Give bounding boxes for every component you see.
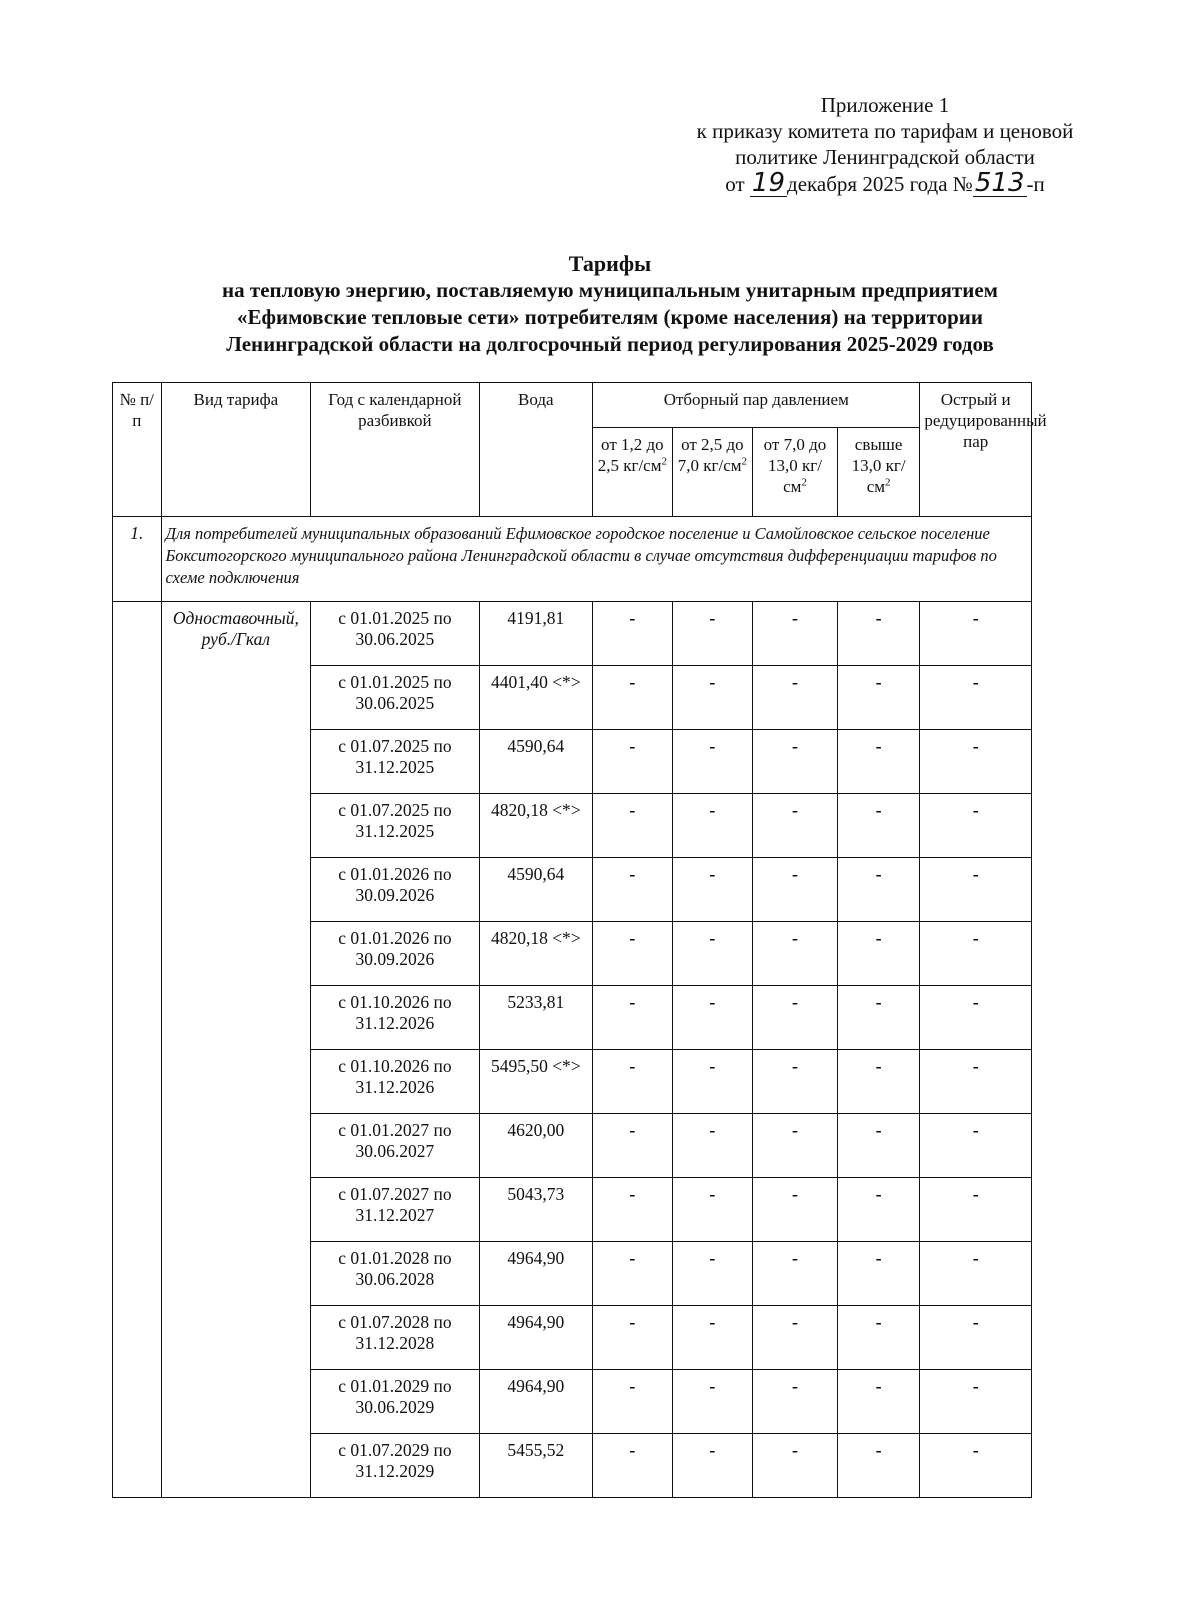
dash-cell: - (837, 794, 920, 858)
annex-line-1: Приложение 1 (820, 93, 950, 117)
water-tariff-cell: 5495,50 <*> (479, 1050, 593, 1114)
dash-cell: - (920, 922, 1032, 986)
water-tariff-cell: 5043,73 (479, 1178, 593, 1242)
annex-line-2: к приказу комитета по тарифам и ценовой (696, 119, 1074, 143)
section-number: 1. (113, 517, 162, 602)
dash-cell: - (920, 858, 1032, 922)
header-steam-group: Отборный пар давлением (593, 383, 920, 428)
dash-cell: - (920, 1370, 1032, 1434)
dash-cell: - (837, 1242, 920, 1306)
dash-cell: - (920, 986, 1032, 1050)
dash-cell: - (920, 1242, 1032, 1306)
header-steam-1: от 1,2 до 2,5 $кг/см^2$ (593, 428, 673, 517)
annex-date-prefix: от (725, 172, 745, 196)
dash-cell: - (672, 1178, 753, 1242)
tariff-kind-cell: Одноставочный, руб./Гкал (161, 602, 311, 1498)
dash-cell: - (837, 1370, 920, 1434)
dash-cell: - (753, 1370, 838, 1434)
header-water: Вода (479, 383, 593, 517)
document-title (130, 250, 1090, 358)
dash-cell: - (593, 602, 673, 666)
dash-cell: - (837, 730, 920, 794)
dash-cell: - (920, 666, 1032, 730)
row-number-cell (113, 602, 162, 1498)
dash-cell: - (837, 666, 920, 730)
dash-cell: - (920, 1114, 1032, 1178)
dash-cell: - (753, 730, 838, 794)
dash-cell: - (593, 1114, 673, 1178)
water-tariff-cell: 4590,64 (479, 730, 593, 794)
header-year: Год с календарной разбивкой (311, 383, 479, 517)
dash-cell: - (920, 1178, 1032, 1242)
dash-cell: - (753, 1050, 838, 1114)
dash-cell: - (672, 858, 753, 922)
header-steam-3: от 7,0 до 13,0 $кг/см^2$ (753, 428, 838, 517)
table-row (113, 602, 1032, 666)
dash-cell: - (593, 1434, 673, 1498)
dash-cell: - (837, 602, 920, 666)
period-cell: с 01.01.2028 по 30.06.2028 (311, 1242, 479, 1306)
dash-cell: - (920, 1306, 1032, 1370)
dash-cell: - (920, 730, 1032, 794)
dash-cell: - (593, 1242, 673, 1306)
period-cell: с 01.07.2025 по 31.12.2025 (311, 730, 479, 794)
annex-line-4 (640, 170, 1130, 197)
dash-cell: - (753, 1114, 838, 1178)
dash-cell: - (837, 1114, 920, 1178)
dash-cell: - (837, 986, 920, 1050)
water-tariff-cell: 4590,64 (479, 858, 593, 922)
water-tariff-cell: 4964,90 (479, 1306, 593, 1370)
dash-cell: - (593, 730, 673, 794)
dash-cell: - (593, 922, 673, 986)
dash-cell: - (837, 1178, 920, 1242)
section-description: Для потребителей муниципальных образований Ефимовское городское поселение и Самойловское сельское поселение Бокситогорского муниципального района Ленинградской области в случае отсутствия дифференциации тарифов по схеме подключения (161, 517, 1031, 602)
dash-cell: - (672, 1114, 753, 1178)
dash-cell: - (593, 666, 673, 730)
period-cell: с 01.01.2026 по 30.09.2026 (311, 922, 479, 986)
title-line-3: «Ефимовские тепловые сети» потребителям (кроме населения) на территории (236, 305, 984, 329)
dash-cell: - (593, 1370, 673, 1434)
dash-cell: - (753, 1242, 838, 1306)
title-line-1: Тарифы (568, 251, 652, 276)
dash-cell: - (593, 1050, 673, 1114)
header-steam-4: свыше 13,0 $кг/см^2$ (837, 428, 920, 517)
section-row (113, 517, 1032, 602)
dash-cell: - (672, 1306, 753, 1370)
water-tariff-cell: 4620,00 (479, 1114, 593, 1178)
dash-cell: - (753, 1178, 838, 1242)
order-number-handwritten: 513 (974, 168, 1025, 198)
water-tariff-cell: 4191,81 (479, 602, 593, 666)
dash-cell: - (593, 1306, 673, 1370)
dash-cell: - (672, 986, 753, 1050)
dash-cell: - (753, 1434, 838, 1498)
dash-cell: - (837, 1050, 920, 1114)
period-cell: с 01.01.2029 по 30.06.2029 (311, 1370, 479, 1434)
dash-cell: - (837, 858, 920, 922)
water-tariff-cell: 4964,90 (479, 1370, 593, 1434)
dash-cell: - (753, 858, 838, 922)
period-cell: с 01.07.2028 по 31.12.2028 (311, 1306, 479, 1370)
dash-cell: - (837, 1434, 920, 1498)
dash-cell: - (672, 1370, 753, 1434)
annex-date-middle: декабря 2025 года № (787, 172, 973, 196)
period-cell: с 01.01.2025 по 30.06.2025 (311, 602, 479, 666)
dash-cell: - (837, 922, 920, 986)
period-cell: с 01.01.2027 по 30.06.2027 (311, 1114, 479, 1178)
dash-cell: - (593, 858, 673, 922)
header-row-1 (113, 383, 1032, 428)
annex-number-suffix: -п (1026, 172, 1045, 196)
period-cell: с 01.07.2027 по 31.12.2027 (311, 1178, 479, 1242)
dash-cell: - (753, 666, 838, 730)
annex-line-3: политике Ленинградской области (735, 145, 1035, 169)
dash-cell: - (593, 986, 673, 1050)
water-tariff-cell: 4401,40 <*> (479, 666, 593, 730)
period-cell: с 01.01.2026 по 30.09.2026 (311, 858, 479, 922)
water-tariff-cell: 4820,18 <*> (479, 794, 593, 858)
period-cell: с 01.10.2026 по 31.12.2026 (311, 1050, 479, 1114)
dash-cell: - (672, 1050, 753, 1114)
header-num: № п/п (113, 383, 162, 517)
dash-cell: - (753, 986, 838, 1050)
period-cell: с 01.07.2025 по 31.12.2025 (311, 794, 479, 858)
dash-cell: - (672, 602, 753, 666)
dash-cell: - (920, 602, 1032, 666)
dash-cell: - (753, 794, 838, 858)
dash-cell: - (837, 1306, 920, 1370)
dash-cell: - (753, 922, 838, 986)
water-tariff-cell: 5455,52 (479, 1434, 593, 1498)
period-cell: с 01.10.2026 по 31.12.2026 (311, 986, 479, 1050)
header-steam-2: от 2,5 до 7,0 $кг/см^2$ (672, 428, 753, 517)
water-tariff-cell: 4820,18 <*> (479, 922, 593, 986)
header-kind: Вид тарифа (161, 383, 311, 517)
dash-cell: - (920, 1050, 1032, 1114)
order-day-handwritten: 19 (751, 168, 786, 198)
dash-cell: - (753, 1306, 838, 1370)
dash-cell: - (593, 794, 673, 858)
annex-block (640, 92, 1130, 197)
tariff-table (112, 382, 1047, 1498)
water-tariff-cell: 5233,81 (479, 986, 593, 1050)
dash-cell: - (672, 1242, 753, 1306)
dash-cell: - (672, 1434, 753, 1498)
dash-cell: - (672, 666, 753, 730)
dash-cell: - (753, 602, 838, 666)
dash-cell: - (593, 1178, 673, 1242)
period-cell: с 01.07.2029 по 31.12.2029 (311, 1434, 479, 1498)
water-tariff-cell: 4964,90 (479, 1242, 593, 1306)
dash-cell: - (672, 730, 753, 794)
dash-cell: - (672, 794, 753, 858)
dash-cell: - (672, 922, 753, 986)
title-line-4: Ленинградской области на долгосрочный период регулирования 2025-2029 годов (226, 332, 994, 356)
dash-cell: - (920, 794, 1032, 858)
title-line-2: на тепловую энергию, поставляемую муниципальным унитарным предприятием (222, 278, 998, 302)
header-sharp-steam: Острый и редуцированный пар (920, 383, 1032, 517)
dash-cell: - (920, 1434, 1032, 1498)
period-cell: с 01.01.2025 по 30.06.2025 (311, 666, 479, 730)
